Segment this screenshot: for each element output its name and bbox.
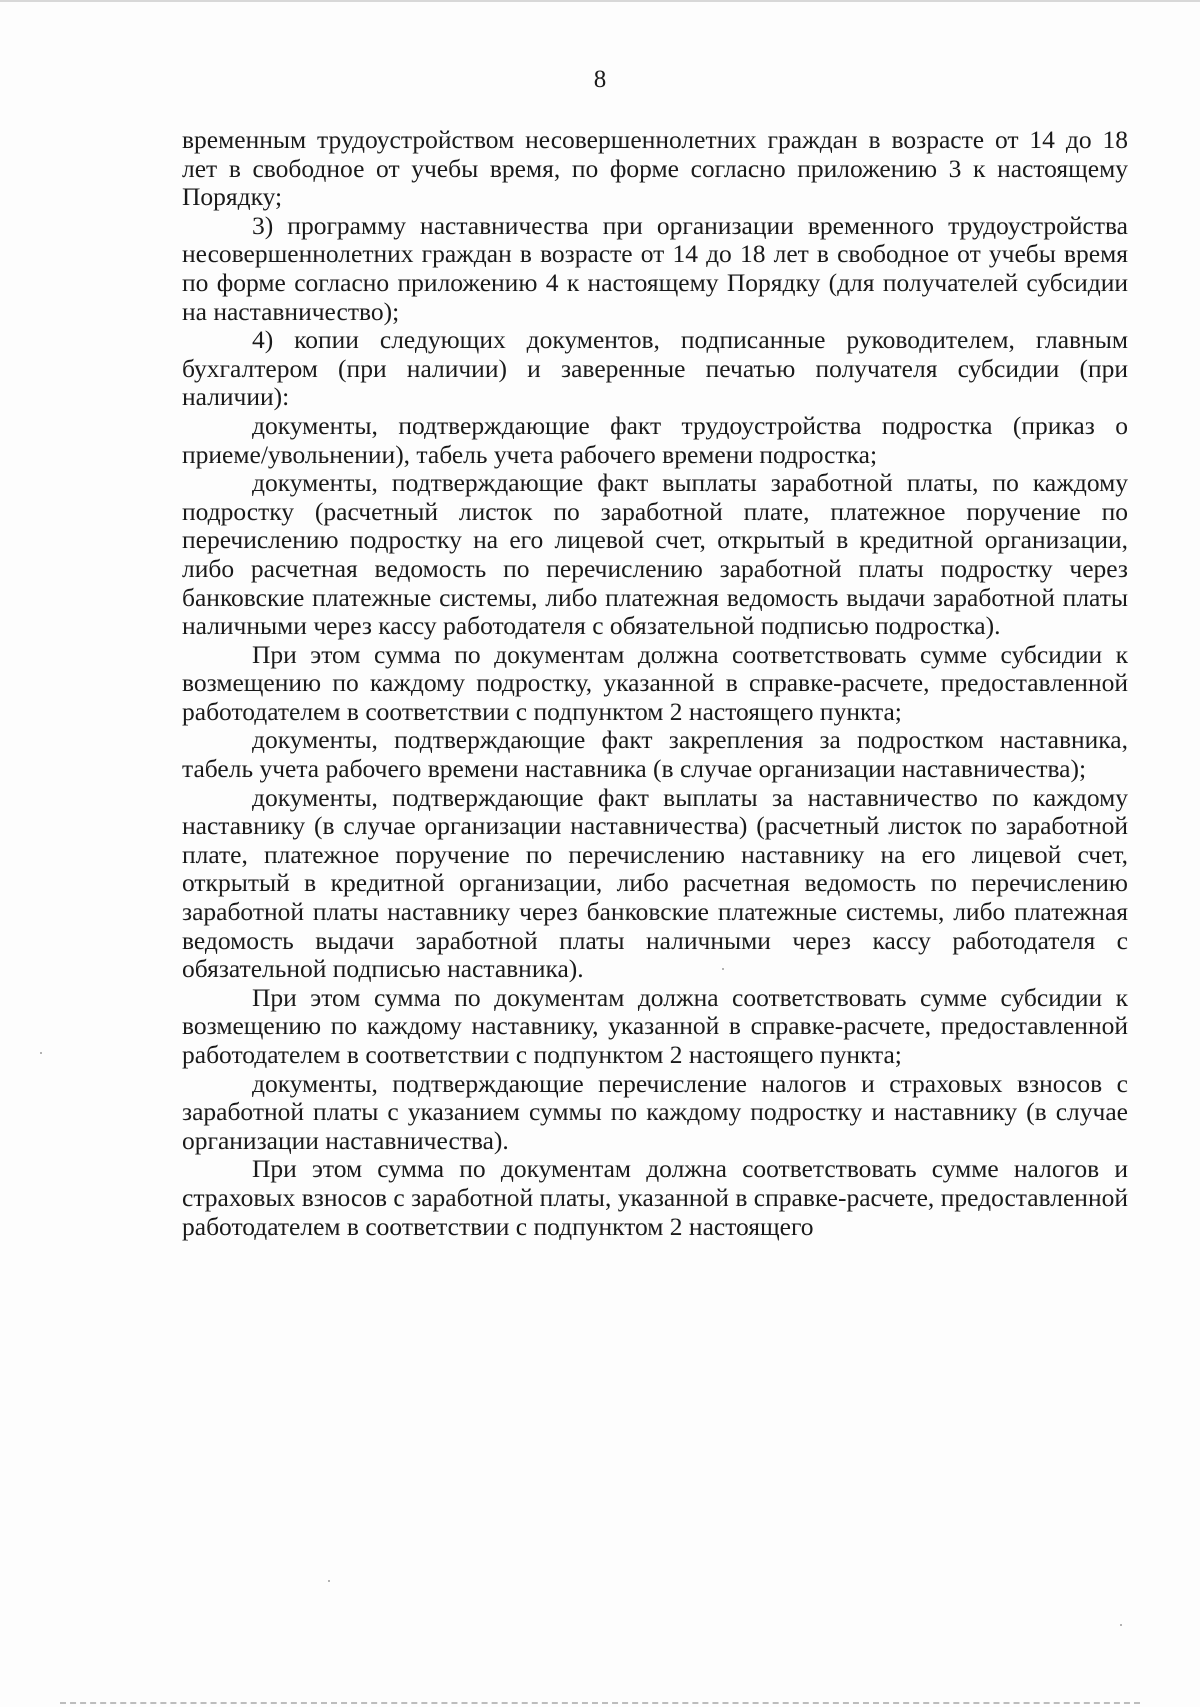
paragraph-employment-docs: документы, подтверждающие факт трудоустройства подростка (приказ о приеме/увольнении), табель учета рабочего времени подростка;	[182, 410, 1128, 469]
document-body	[182, 126, 1128, 1241]
paragraph-tax-sum-note: При этом сумма по документам должна соответствовать сумме налогов и страховых взносов с заработной платы, указанной в справке-расчете, предоставленной работодателем в соответствии с подпунктом 2 настоящего	[182, 1154, 1128, 1241]
scan-top-edge	[0, 0, 1200, 2]
paragraph-mentor-payment-docs: документы, подтверждающие факт выплаты за наставничество по каждому наставнику (в случае организации наставничества) (расчетный листок по заработной плате, платежное поручение по перечислению наставнику на его лицевой счет, открытый в кредитной организации, либо расчетная ведомость по перечислению заработной платы наставнику через банковские платежные системы, либо платежная ведомость выдачи заработной платы наличными через кассу работодателя с обязательной подписью наставника).	[182, 782, 1128, 984]
paragraph-tax-docs: документы, подтверждающие перечисление налогов и страховых взносов с заработной платы с указанием суммы по каждому подростку и наставнику (в случае организации наставничества).	[182, 1068, 1128, 1155]
paragraph-continuation: временным трудоустройством несовершеннолетних граждан в возрасте от 14 до 18 лет в свободное от учебы время, по форме согласно приложению 3 к настоящему Порядку;	[182, 125, 1128, 212]
paragraph-teen-sum-note: При этом сумма по документам должна соответствовать сумме субсидии к возмещению по каждому подростку, указанной в справке-расчете, предоставленной работодателем в соответствии с подпунктом 2 настоящего пункта;	[182, 639, 1128, 726]
paragraph-item-3: 3) программу наставничества при организации временного трудоустройства несовершеннолетних граждан в возрасте от 14 до 18 лет в свободное от учебы время по форме согласно приложению 4 к настоящему Порядку (для получателей субсидии на наставничество);	[182, 210, 1128, 326]
scan-bottom-edge	[60, 1702, 1140, 1706]
paragraph-mentor-assignment-docs: документы, подтверждающие факт закрепления за подростком наставника, табель учета рабочего времени наставника (в случае организации наставничества);	[182, 725, 1128, 784]
scan-speck	[328, 1580, 330, 1582]
scan-speck	[1120, 1624, 1122, 1626]
paragraph-item-4: 4) копии следующих документов, подписанные руководителем, главным бухгалтером (при наличии) и заверенные печатью получателя субсидии (при наличии):	[182, 325, 1128, 412]
scan-speck	[40, 1052, 42, 1054]
paragraph-salary-docs: документы, подтверждающие факт выплаты заработной платы, по каждому подростку (расчетный листок по заработной плате, платежное поручение по перечислению подростку на его лицевой счет, открытый в кредитной организации, либо расчетная ведомость по перечислению заработной платы подростку через банковские платежные системы, либо платежная ведомость выдачи заработной платы наличными через кассу работодателя с обязательной подписью подростка).	[182, 468, 1128, 641]
page-number: 8	[593, 66, 607, 93]
scan-speck	[722, 968, 724, 970]
paragraph-mentor-sum-note: При этом сумма по документам должна соответствовать сумме субсидии к возмещению по каждому наставнику, указанной в справке-расчете, предоставленной работодателем в соответствии с подпунктом 2 настоящего пункта;	[182, 982, 1128, 1069]
